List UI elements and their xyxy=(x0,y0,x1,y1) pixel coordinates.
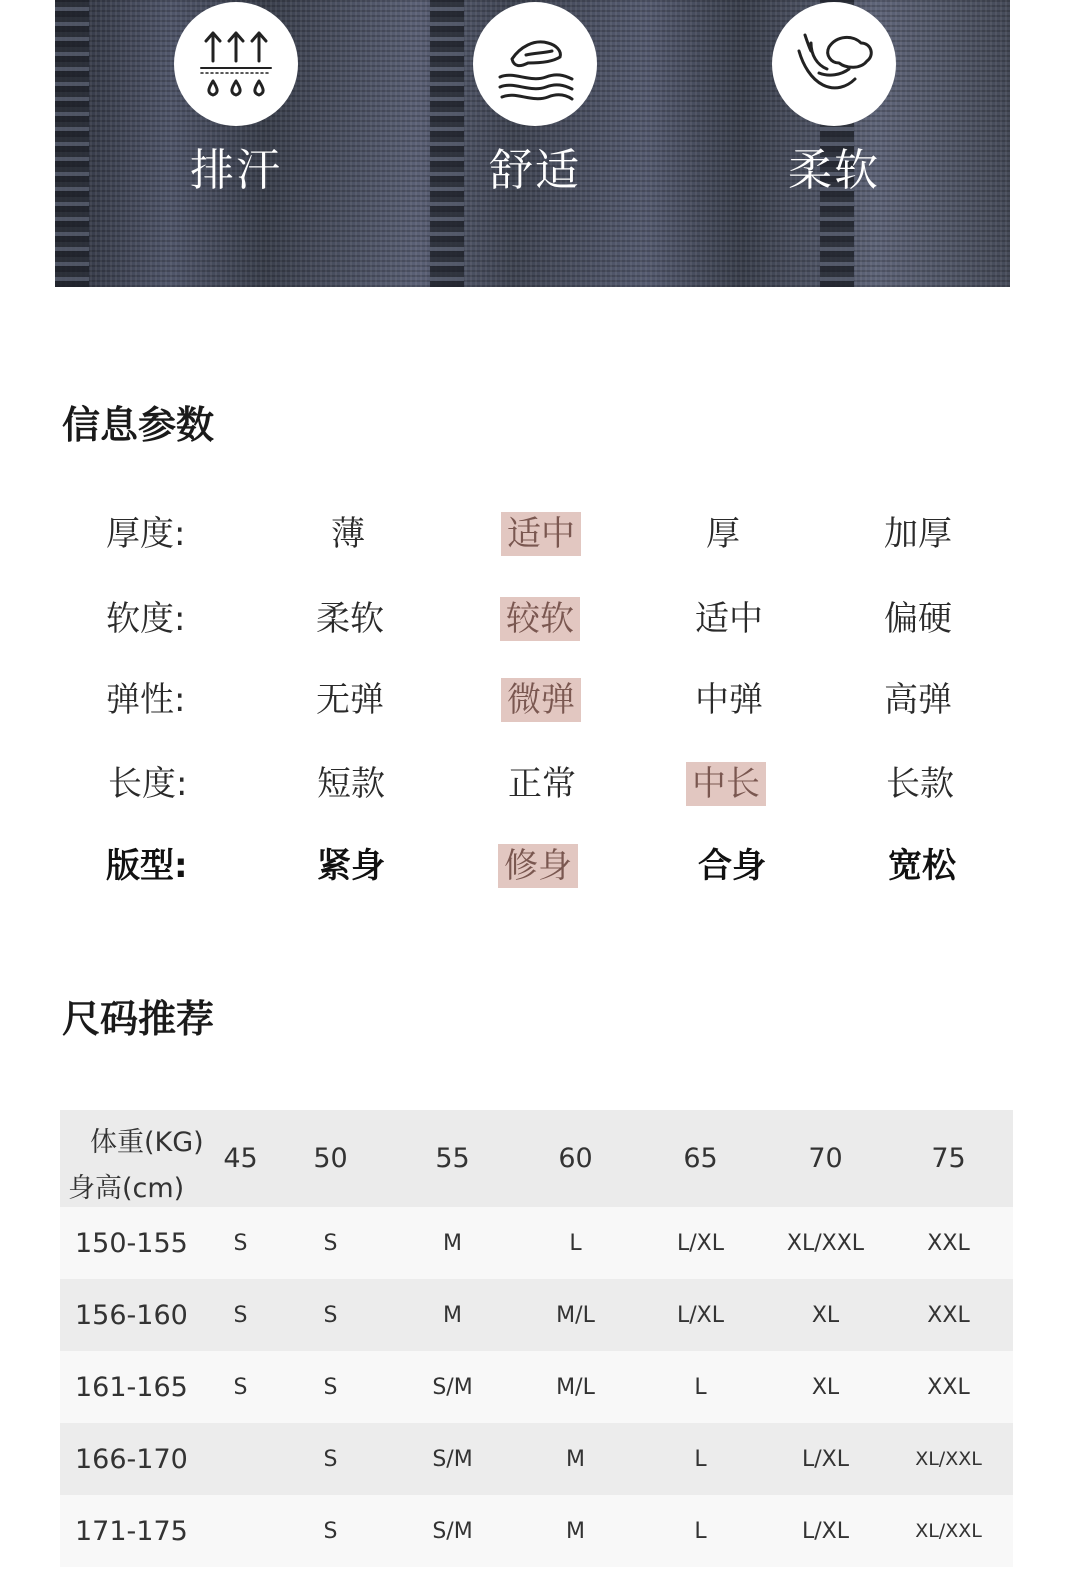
param-option-selected: 微弹 xyxy=(501,678,581,722)
size-cell: L xyxy=(694,1446,707,1472)
size-cell: S xyxy=(323,1374,338,1400)
size-cell: L xyxy=(694,1374,707,1400)
size-cell: L xyxy=(694,1518,707,1544)
size-cell: L/XL xyxy=(802,1446,849,1472)
knit-rib xyxy=(55,0,89,287)
hand-wave-icon xyxy=(473,2,597,126)
param-row-elasticity xyxy=(0,678,1080,738)
size-cell: M xyxy=(566,1446,585,1472)
param-option: 正常 xyxy=(508,764,576,804)
size-cell: S/M xyxy=(432,1518,473,1544)
size-cell: S xyxy=(233,1374,248,1400)
weight-header: 55 xyxy=(435,1143,470,1174)
size-cell: L/XL xyxy=(677,1302,724,1328)
size-cell: XL/XXL xyxy=(915,1520,982,1542)
param-label: 长度: xyxy=(108,764,188,804)
param-label: 厚度: xyxy=(106,514,186,554)
feature-label: 舒适 xyxy=(489,145,581,196)
param-option-selected: 修身 xyxy=(498,844,578,888)
param-option-selected: 适中 xyxy=(501,512,581,556)
size-cell: XXL xyxy=(927,1230,970,1256)
size-cell: M xyxy=(566,1518,585,1544)
height-cell: 171-175 xyxy=(75,1515,188,1547)
param-label: 弹性: xyxy=(106,680,186,720)
param-row-length xyxy=(0,762,1080,822)
size-cell: L xyxy=(569,1230,582,1256)
sweat-wicking-icon xyxy=(174,2,298,126)
height-axis-label: 身高(cm) xyxy=(68,1173,185,1204)
feature-label: 柔软 xyxy=(788,145,880,196)
size-cell: XXL xyxy=(927,1302,970,1328)
height-cell: 166-170 xyxy=(75,1443,188,1475)
size-cell: S/M xyxy=(432,1446,473,1472)
param-label: 版型: xyxy=(106,846,188,886)
size-cell: M xyxy=(443,1302,462,1328)
param-option: 适中 xyxy=(695,599,763,639)
size-title: 尺码推荐 xyxy=(62,997,215,1041)
weight-header: 45 xyxy=(223,1143,258,1174)
param-option: 长款 xyxy=(886,764,954,804)
table-row xyxy=(60,1423,1013,1495)
param-row-fit xyxy=(0,844,1080,904)
param-option: 高弹 xyxy=(884,680,952,720)
param-option: 厚 xyxy=(706,514,740,554)
weight-header: 60 xyxy=(558,1143,593,1174)
param-option: 短款 xyxy=(317,764,385,804)
size-table xyxy=(60,1110,1013,1567)
param-option-selected: 中长 xyxy=(686,762,766,806)
fabric-banner xyxy=(55,0,1010,287)
table-row xyxy=(60,1351,1013,1423)
size-cell: M xyxy=(443,1230,462,1256)
param-row-thickness xyxy=(0,512,1080,572)
size-cell: L/XL xyxy=(802,1518,849,1544)
size-cell: S xyxy=(323,1302,338,1328)
param-option: 柔软 xyxy=(316,599,384,639)
weight-header: 65 xyxy=(683,1143,718,1174)
param-option: 紧身 xyxy=(317,846,385,886)
size-cell: S xyxy=(323,1518,338,1544)
param-option: 薄 xyxy=(331,514,365,554)
soft-touch-icon xyxy=(772,2,896,126)
size-cell: XL xyxy=(811,1374,840,1400)
table-corner-cell xyxy=(60,1110,208,1207)
param-option: 合身 xyxy=(698,846,766,886)
feature-comfort xyxy=(435,0,635,198)
param-option: 加厚 xyxy=(884,514,952,554)
size-cell: XL/XXL xyxy=(915,1448,982,1470)
params-title: 信息参数 xyxy=(62,403,215,447)
feature-label: 排汗 xyxy=(190,145,282,196)
weight-header: 70 xyxy=(808,1143,843,1174)
weight-header: 75 xyxy=(931,1143,966,1174)
size-cell: M/L xyxy=(556,1374,595,1400)
size-cell: XXL xyxy=(927,1374,970,1400)
param-option: 中弹 xyxy=(695,680,763,720)
param-label: 软度: xyxy=(106,599,186,639)
weight-axis-label: 体重(KG) xyxy=(90,1127,204,1158)
size-cell: S xyxy=(323,1446,338,1472)
size-cell: M/L xyxy=(556,1302,595,1328)
size-cell xyxy=(208,1495,273,1567)
size-cell: S xyxy=(323,1230,338,1256)
size-cell: S xyxy=(233,1230,248,1256)
size-cell: XL xyxy=(811,1302,840,1328)
height-cell: 161-165 xyxy=(75,1371,188,1403)
size-cell xyxy=(208,1423,273,1495)
height-cell: 150-155 xyxy=(75,1227,188,1259)
param-option: 宽松 xyxy=(888,846,956,886)
table-row xyxy=(60,1495,1013,1567)
table-row xyxy=(60,1207,1013,1279)
weight-header: 50 xyxy=(313,1143,348,1174)
table-header-row xyxy=(60,1110,1013,1207)
size-cell: L/XL xyxy=(677,1230,724,1256)
table-row xyxy=(60,1279,1013,1351)
param-option: 偏硬 xyxy=(884,599,952,639)
size-cell: S/M xyxy=(432,1374,473,1400)
param-option-selected: 较软 xyxy=(500,597,580,641)
height-cell: 156-160 xyxy=(75,1299,188,1331)
size-cell: S xyxy=(233,1302,248,1328)
size-cell: XL/XXL xyxy=(786,1230,865,1256)
param-row-softness xyxy=(0,597,1080,657)
feature-soft xyxy=(734,0,934,198)
param-option: 无弹 xyxy=(316,680,384,720)
feature-sweat-wicking xyxy=(136,0,336,198)
